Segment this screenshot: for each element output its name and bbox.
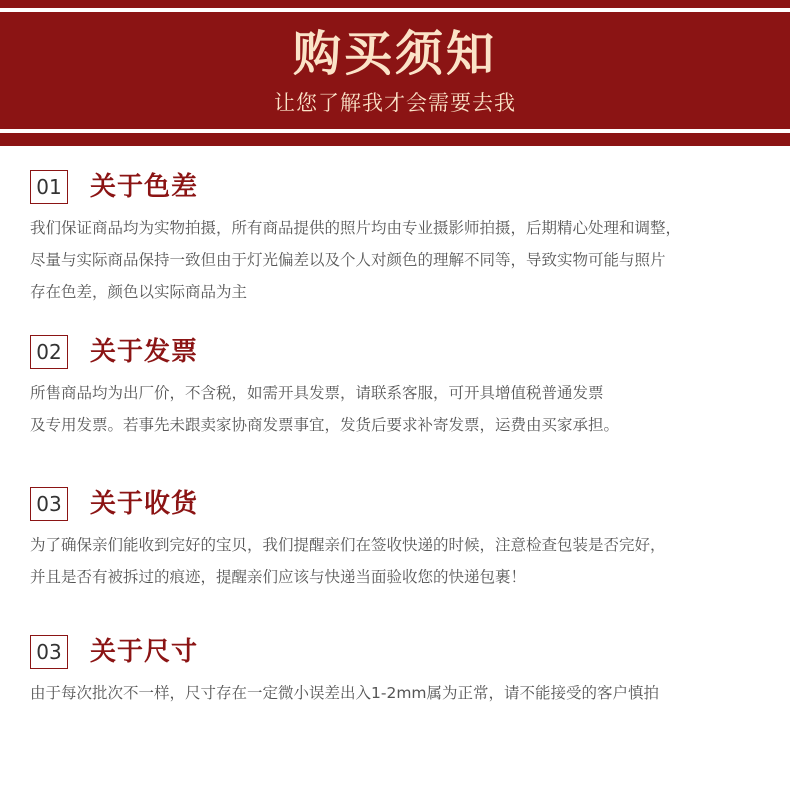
section-number-badge: 03 (30, 487, 68, 521)
section-text-line: 并且是否有被拆过的痕迹，提醒亲们应该与快递当面验收您的快递包裹！ (30, 568, 527, 586)
section-color-difference (30, 170, 775, 308)
section-body (30, 377, 775, 441)
section-title: 关于发票 (90, 337, 199, 367)
section-number-badge: 01 (30, 170, 68, 204)
section-text-line: 为了确保亲们能收到完好的宝贝，我们提醒亲们在签收快递的时候，注意检查包装是否完好， (30, 536, 666, 554)
section-number-badge: 02 (30, 335, 68, 369)
header-banner (0, 0, 790, 146)
section-body (30, 212, 775, 308)
section-text-line: 及专用发票。若事先未跟卖家协商发票事宜，发货后要求补寄发票，运费由买家承担。 (30, 416, 620, 434)
section-header (30, 635, 775, 671)
section-text-line: 所售商品均为出厂价，不含税，如需开具发票，请联系客服，可开具增值税普通发票 (30, 384, 604, 402)
section-invoice (30, 335, 775, 441)
section-header (30, 487, 775, 523)
section-size (30, 635, 775, 709)
section-body (30, 677, 775, 709)
section-receiving (30, 487, 775, 593)
page-subtitle: 让您了解我才会需要去我 (274, 91, 516, 115)
section-title: 关于色差 (90, 172, 199, 202)
section-text-line: 尽量与实际商品保持一致但由于灯光偏差以及个人对颜色的理解不同等，导致实物可能与照片 (30, 251, 666, 269)
section-text-line: 我们保证商品均为实物拍摄，所有商品提供的照片均由专业摄影师拍摄，后期精心处理和调整， (30, 219, 682, 237)
section-header (30, 170, 775, 206)
section-header (30, 335, 775, 371)
banner-bottom-divider (0, 129, 790, 133)
banner-top-divider (0, 8, 790, 12)
section-text-line: 由于每次批次不一样，尺寸存在一定微小误差出入1-2mm属为正常，请不能接受的客户慎拍 (30, 684, 660, 702)
section-number-badge: 03 (30, 635, 68, 669)
section-body (30, 529, 775, 593)
section-title: 关于尺寸 (90, 637, 199, 667)
section-text-line: 存在色差，颜色以实际商品为主 (30, 283, 248, 301)
section-title: 关于收货 (90, 489, 199, 519)
page-title: 购买须知 (292, 26, 497, 82)
